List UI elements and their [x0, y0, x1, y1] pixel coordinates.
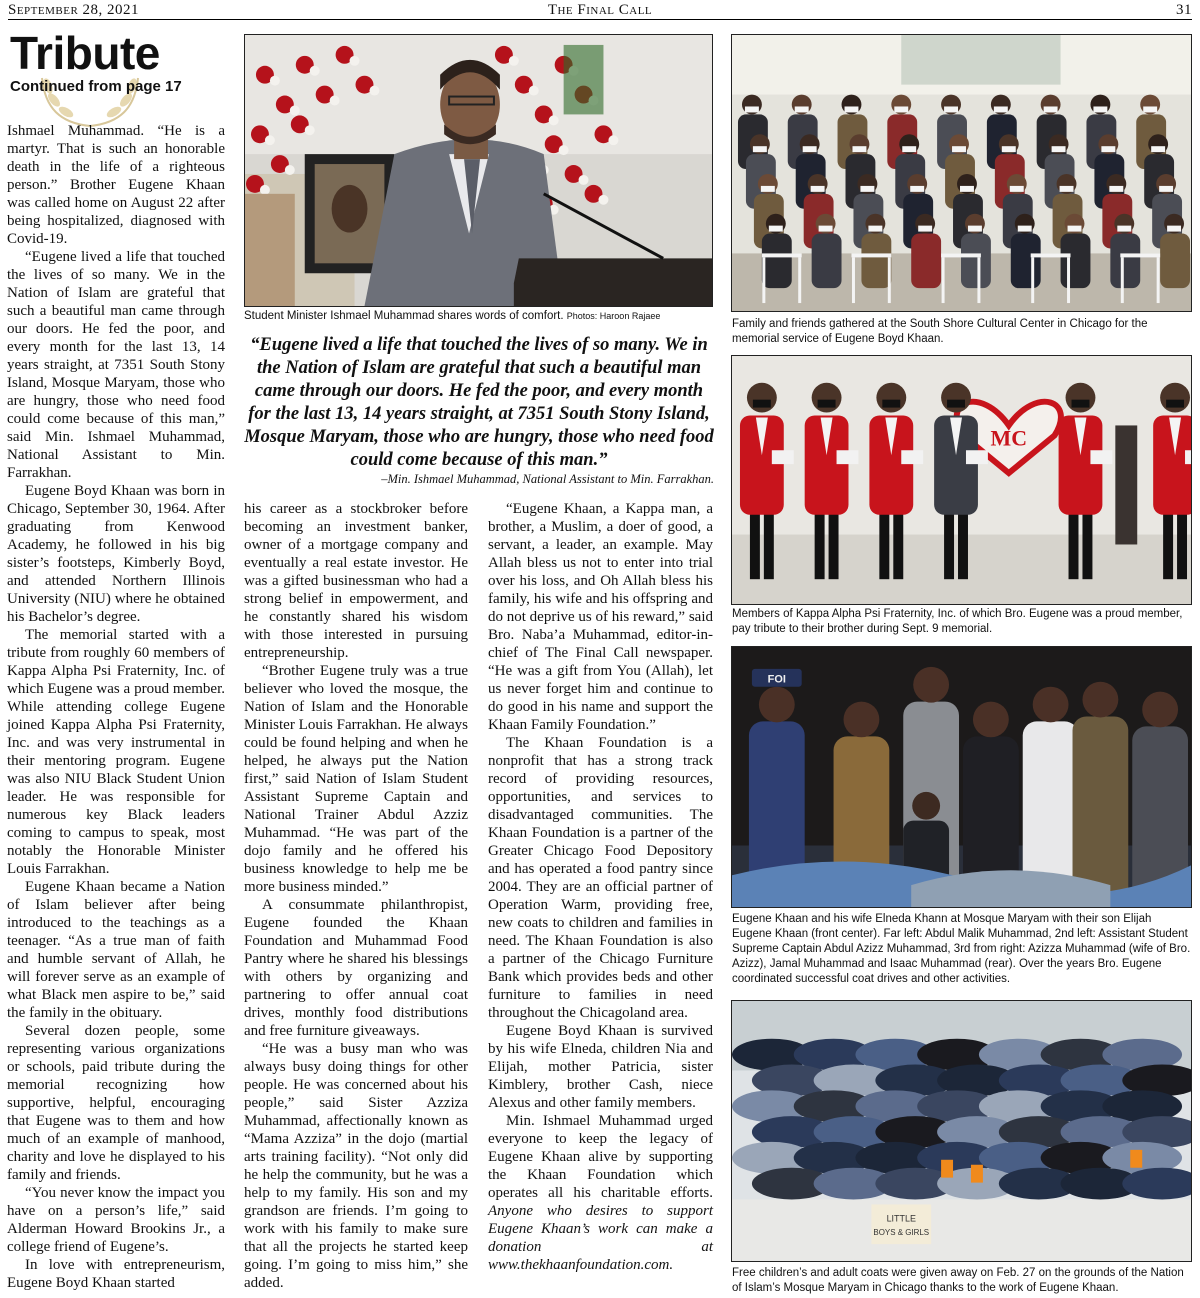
paragraph: The memorial started with a tribute from roughly 60 members of Kappa Alpha Psi Fraternity, Inc. of which Eugene was a proud member. While attending college Eugene joined Kappa Alpha Psi Fraternity, Inc. and was very instrumental in their mentoring program. Eugene was also NIU Black Student Union leader. He was responsible for numerous key Black leaders coming to campus to speak, most notably the Honorable Minister Louis Farrakhan.: [7, 627, 225, 877]
paragraph: his career as a stockbroker before becoming an investment banker, owner of a mortgage company and eventually a real estate investor. He was a gifted businessman who had a strong belief in empowerment, and he constantly shared his wisdom with those interested in pursuing entrepreneurship.: [244, 501, 468, 661]
paragraph: “Eugene lived a life that touched the lives of so many. We in the Nation of Islam are grateful that such a beautiful man came through our doors. He fed the poor, and every month for the last 13, 14 years straight, at 7351 South Stony Island, Mosque Maryam, those who are hungry, those who need food could come because of this man,” said Min. Ishmael Muhammad, National Assistant to Min. Farrakhan.: [7, 249, 225, 481]
paragraph: A consummate philanthropist, Eugene founded the Khaan Foundation and Muhammad Food Pantry where he shared his blessings with others by organizing and partnering to offer annual coat drives, monthly food distributions and free furniture giveaways.: [244, 897, 468, 1039]
pull-quote: “Eugene lived a life that touched the lives of so many. We in the Nation of Islam are grateful that such a beautiful man came through our doors. He fed the poor, and every month for the last 13, 14 years straight, at 7351 South Stony Island, Mosque Maryam, those who are hungry, those who need food could come because of this man.”: [244, 335, 714, 470]
article-column-2: [244, 500, 468, 1292]
pull-quote-attribution: –Min. Ishmael Muhammad, National Assistant to Min. Farrakhan.: [381, 472, 714, 486]
photo-credit: Photos: Haroon Rajaee: [566, 311, 661, 321]
pile-of-coats: [732, 1039, 1191, 1200]
section-kicker: [10, 28, 235, 118]
photo-caption: [244, 309, 714, 324]
paragraph: [488, 1112, 713, 1274]
paragraph: Eugene Khaan became a Nation of Islam believer after being introduced to the teachings as a teenager. “As a true man of faith and humble servant of Allah, he will forever serve as an example of what Black men aspire to be,” said the family in the obituary.: [7, 879, 225, 1021]
fez-badge-text: FOI: [767, 673, 786, 686]
box-sign: [871, 1204, 931, 1244]
paragraph: “He was a busy man who was always busy doing things for other people. He was concerned about his people,” said Sister Azziza Muhammad, affectionally known as “Mama Azziza” in the dojo (martial arts training facility). “Not only did he help the community, but he was a help to my family. His son and my grandson are friends. I’m going to work with his family to make sure that all the projects he started keep going. I’m going to miss him,” she added.: [244, 1041, 468, 1291]
article-column-1: [7, 122, 225, 1292]
paragraph: In love with entrepreneurism, Eugene Boyd Khaan started: [7, 1257, 225, 1291]
page-header: [8, 2, 1192, 20]
article-column-3: [488, 500, 713, 1274]
paragraph: “Eugene Khaan, a Kappa man, a brother, a Muslim, a doer of good, a servant, a leader, an example. May Allah bless us not to enter into trial over his loss, and Oh Allah bless his family, his wife and his offspring and do not deprive us of his reward,” said Bro. Naba’a Muhammad, editor-in-chief of The Final Call newspaper. “He was a gift from You (Allah), let us never forget him and continue to do good in his name and support the Khaan Family Foundation.”: [488, 501, 713, 733]
donation-note: Anyone who desires to support Eugene Khaan’s work can make a donation at www.thekhaanfoundation.com.: [488, 1203, 713, 1273]
photo-coat-giveaway: [731, 1000, 1192, 1262]
paragraph: “You never know the impact you have on a person’s life,” said Alderman Howard Brookins Jr., a college friend of Eugene’s.: [7, 1185, 225, 1255]
caption-text: Student Minister Ishmael Muhammad shares words of comfort.: [244, 310, 564, 322]
paragraph: Several dozen people, some representing various organizations or schools, paid tribute during the memorial recognizing how supportive, helpful, encouraging that Eugene was to them and how much of an example of manhood, charity and love he displayed to his family and friends.: [7, 1023, 225, 1183]
photo-caption: Free children’s and adult coats were given away on Feb. 27 on the grounds of the Nation of Islam’s Mosque Maryam in Chicago thanks to the work of Eugene Khaan.: [732, 1267, 1184, 1294]
paragraph: The Khaan Foundation is a nonprofit that has a strong track record of providing resources, opportunities, and services to disadvantaged communities. The Khaan Foundation is a partner of the Greater Chicago Food Depository and has operated a food pantry since 2004. They are an official partner of Operation Warm, providing free, new coats to children and families in need. The Khaan Foundation is also a partner of the Chicago Furniture Bank which provides beds and other furniture to families in need throughout the Chicagoland area.: [488, 735, 713, 1021]
paragraph: Eugene Boyd Khaan is survived by his wife Elneda, children Nia and Elijah, mother Patricia, sister Kimblery, brother Cash, niece Alexus and other family members.: [488, 1023, 713, 1111]
photo-kappa-members: [731, 355, 1192, 605]
photo-caption: Family and friends gathered at the South Shore Cultural Center in Chicago for the memorial service of Eugene Boyd Khaan.: [732, 318, 1148, 345]
issue-date: September 28, 2021: [8, 2, 140, 18]
sign-line-2: BOYS & GIRLS: [873, 1228, 930, 1238]
photo-memorial-audience: [731, 34, 1192, 312]
paragraph: Ishmael Muhammad. “He is a martyr. That is such an honorable death in the life of a righteous person.” Brother Eugene Khaan was called home on August 22 after being hospitalized, diagnosed with Covid-19.: [7, 123, 225, 247]
paragraph: Eugene Boyd Khaan was born in Chicago, September 30, 1964. After graduating from Kenwood Academy, he followed in his big sister’s footsteps, Kimberly Boyd, and attended Northern Illinois University (NIU) where he obtained his Bachelor’s degree.: [7, 483, 225, 625]
photo-speaker-at-podium: [244, 34, 713, 307]
paragraph-text: Min. Ishmael Muhammad urged everyone to keep the legacy of Eugene Khaan alive by supporting the Khaan Foundation which operates all his charitable efforts.: [488, 1113, 713, 1201]
sign-line-1: LITTLE: [886, 1213, 916, 1224]
paragraph: “Brother Eugene truly was a true believer who loved the mosque, the Nation of Islam and the Honorable Minister Louis Farrakhan. He always could be found helping and when he helped, he always put the Nation first,” said Nation of Islam Student Assistant Supreme Captain and National Trainer Abdul Azziz Muhammad. “He was part of the dojo family and he offered his business knowledge to help me be more business minded.”: [244, 663, 468, 895]
continued-line: Continued from page 17: [10, 78, 182, 95]
photo-caption: Members of Kappa Alpha Psi Fraternity, Inc. of which Bro. Eugene was a proud member, pay tribute to their brother during Sept. 9 memorial.: [732, 608, 1183, 635]
page-number: 31: [1176, 2, 1192, 18]
wreath-monogram: MC: [990, 426, 1028, 451]
photo-family-group: [731, 646, 1192, 908]
photo-caption: Eugene Khaan and his wife Elneda Khann at Mosque Maryam with their son Elijah Eugene Khaan (front center). Far left: Abdul Malik Muhammad, 2nd left: Assistant Student Supreme Captain Abdul Azizz Muhammad, 3rd from right: Azizza Muhammad (wife of Bro. Azizz), Jamal Muhammad and Isaac Muhammad (rear). Over the years Bro. Eugene coordinated successful coat drives and other activities.: [732, 913, 1191, 985]
newspaper-name: The Final Call: [547, 2, 653, 18]
section-title: Tribute: [10, 27, 160, 79]
